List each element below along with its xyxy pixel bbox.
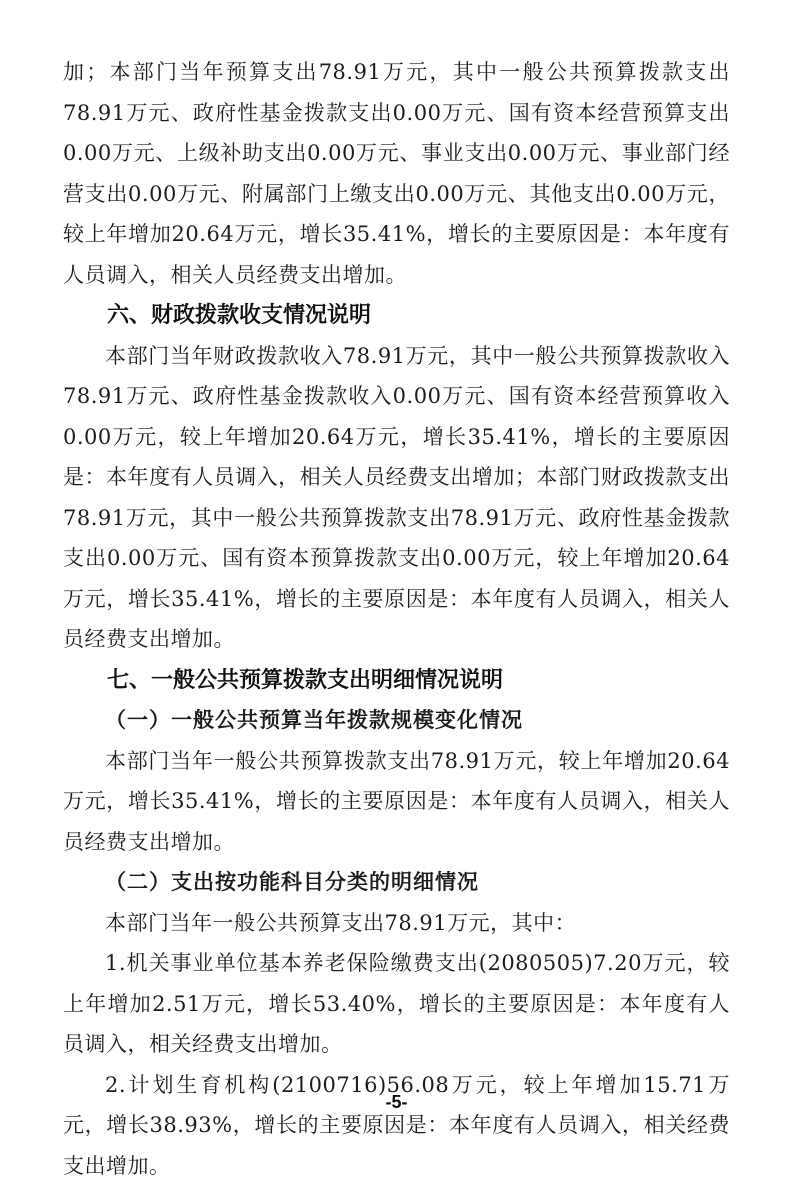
paragraph-expenditure-by-function-intro: 本部门当年一般公共预算支出78.91万元，其中： bbox=[63, 903, 730, 944]
subsection-heading-one: （一）一般公共预算当年拨款规模变化情况 bbox=[63, 700, 730, 741]
paragraph-budget-expenditure-continuation: 加；本部门当年预算支出78.91万元，其中一般公共预算拨款支出78.91万元、政府性基金拨款支出0.00万元、国有资本经营预算支出0.00万元、上级补助支出0.00万元、事业支出0.00万元、事业部门经营支出0.00万元、附属部门上缴支出0.00万元、其他支出0.00万元，较上年增加20.64万元，增长35.41%，增长的主要原因是：本年度有人员调入，相关人员经费支出增加。 bbox=[63, 52, 730, 295]
list-item-pension-contribution: 1.机关事业单位基本养老保险缴费支出(2080505)7.20万元，较上年增加2.51万元，增长53.40%，增长的主要原因是：本年度有人员调入，相关经费支出增加。 bbox=[63, 943, 730, 1065]
page-number: -5- bbox=[0, 1092, 793, 1113]
section-heading-seven: 七、一般公共预算拨款支出明细情况说明 bbox=[63, 660, 730, 701]
paragraph-appropriation-scale-change: 本部门当年一般公共预算拨款支出78.91万元，较上年增加20.64万元，增长35.41%，增长的主要原因是：本年度有人员调入，相关人员经费支出增加。 bbox=[63, 741, 730, 863]
paragraph-fiscal-appropriation: 本部门当年财政拨款收入78.91万元，其中一般公共预算拨款收入78.91万元、政府性基金拨款收入0.00万元、国有资本经营预算收入0.00万元，较上年增加20.64万元，增长35.41%，增长的主要原因是：本年度有人员调入，相关人员经费支出增加；本部门财政拨款支出78.91万元，其中一般公共预算拨款支出78.91万元、政府性基金拨款支出0.00万元、国有资本预算拨款支出0.00万元，较上年增加20.64万元，增长35.41%，增长的主要原因是：本年度有人员调入，相关人员经费支出增加。 bbox=[63, 336, 730, 660]
list-item-family-planning-agency: 2.计划生育机构(2100716)56.08万元，较上年增加15.71万元，增长38.93%，增长的主要原因是：本年度有人员调入，相关经费支出增加。 bbox=[63, 1065, 730, 1186]
subsection-heading-two: （二）支出按功能科目分类的明细情况 bbox=[63, 862, 730, 903]
section-heading-six: 六、财政拨款收支情况说明 bbox=[63, 295, 730, 336]
